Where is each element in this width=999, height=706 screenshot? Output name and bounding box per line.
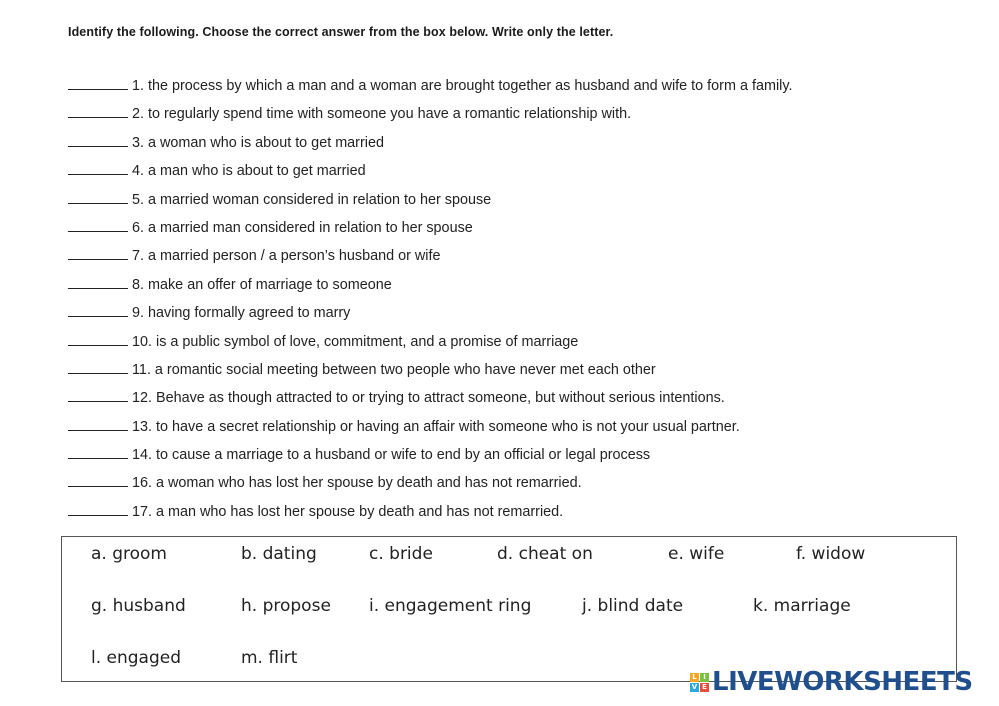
- answer-blank[interactable]: [68, 304, 128, 317]
- question-item: [68, 276, 968, 304]
- logo-letter-l: L: [690, 673, 699, 682]
- option-j: j. blind date: [582, 596, 684, 616]
- option-d: d. cheat on: [497, 544, 593, 564]
- answer-blank[interactable]: [68, 162, 128, 175]
- question-item: [68, 418, 968, 446]
- answer-blank[interactable]: [68, 247, 128, 260]
- option-i: i. engagement ring: [369, 596, 532, 616]
- question-text: 13. to have a secret relationship or having an affair with someone who is not your usual partner.: [132, 418, 740, 435]
- question-text: 4. a man who is about to get married: [132, 163, 366, 180]
- answer-blank[interactable]: [68, 333, 128, 346]
- question-text: 2. to regularly spend time with someone you have a romantic relationship with.: [132, 106, 632, 123]
- option-l: l. engaged: [91, 648, 182, 668]
- question-text: 1. the process by which a man and a woman are brought together as husband and wife to form a family.: [132, 78, 793, 94]
- answer-blank[interactable]: [68, 361, 128, 374]
- option-c: c. bride: [369, 544, 433, 564]
- logo-letter-e: E: [700, 683, 709, 692]
- answer-blank[interactable]: [68, 389, 128, 402]
- liveworksheets-logo: [690, 668, 973, 696]
- question-item: [68, 333, 968, 361]
- question-item: [68, 134, 968, 162]
- answer-blank[interactable]: [68, 219, 128, 232]
- answer-blank[interactable]: [68, 446, 128, 459]
- question-item: [68, 446, 968, 474]
- question-text: 8. make an offer of marriage to someone: [132, 276, 392, 293]
- option-a: a. groom: [91, 544, 167, 564]
- answer-blank[interactable]: [68, 105, 128, 118]
- answer-blank[interactable]: [68, 474, 128, 487]
- answer-blank[interactable]: [68, 503, 128, 516]
- question-item: [68, 304, 968, 332]
- question-text: 7. a married person / a person’s husband or wife: [132, 248, 441, 265]
- question-text: 14. to cause a marriage to a husband or wife to end by an official or legal process: [132, 447, 651, 464]
- question-item: [68, 389, 968, 417]
- question-text: 9. having formally agreed to marry: [132, 305, 351, 322]
- question-text: 17. a man who has lost her spouse by death and has not remarried.: [132, 503, 564, 520]
- option-k: k. marriage: [753, 596, 851, 616]
- question-item: [68, 105, 968, 133]
- answer-choices-box: [61, 536, 957, 682]
- question-item: [68, 474, 968, 502]
- question-text: 16. a woman who has lost her spouse by death and has not remarried.: [132, 475, 582, 492]
- question-text: 5. a married woman considered in relation to her spouse: [132, 191, 492, 208]
- question-list: [68, 77, 968, 531]
- question-item: [68, 77, 968, 105]
- option-b: b. dating: [241, 544, 317, 564]
- question-text: 11. a romantic social meeting between two people who have never met each other: [132, 361, 656, 378]
- question-item: [68, 361, 968, 389]
- option-g: g. husband: [91, 596, 186, 616]
- logo-letter-i: I: [700, 673, 709, 682]
- logo-letter-v: V: [691, 682, 698, 691]
- option-f: f. widow: [796, 544, 866, 564]
- logo-icon: [690, 673, 709, 692]
- answer-blank[interactable]: [68, 134, 128, 147]
- option-e: e. wife: [668, 544, 725, 564]
- answer-blank[interactable]: [68, 191, 128, 204]
- question-item: [68, 191, 968, 219]
- option-m: m. flirt: [241, 648, 298, 668]
- answer-blank[interactable]: [68, 418, 128, 431]
- question-item: [68, 247, 968, 275]
- question-text: 12. Behave as though attracted to or trying to attract someone, but without serious intentions.: [132, 390, 725, 407]
- answer-blank[interactable]: [68, 276, 128, 289]
- question-item: [68, 219, 968, 247]
- question-text: 3. a woman who is about to get married: [132, 134, 384, 151]
- question-item: [68, 162, 968, 190]
- instructions-text: Identify the following. Choose the correct answer from the box below. Write only the letter.: [68, 25, 614, 39]
- question-text: 10. is a public symbol of love, commitment, and a promise of marriage: [132, 333, 579, 350]
- question-text: 6. a married man considered in relation to her spouse: [132, 219, 473, 236]
- option-h: h. propose: [241, 596, 331, 616]
- question-item: [68, 503, 968, 531]
- answer-blank[interactable]: [68, 77, 128, 90]
- logo-wordmark: LIVEWORKSHEETS: [712, 667, 973, 697]
